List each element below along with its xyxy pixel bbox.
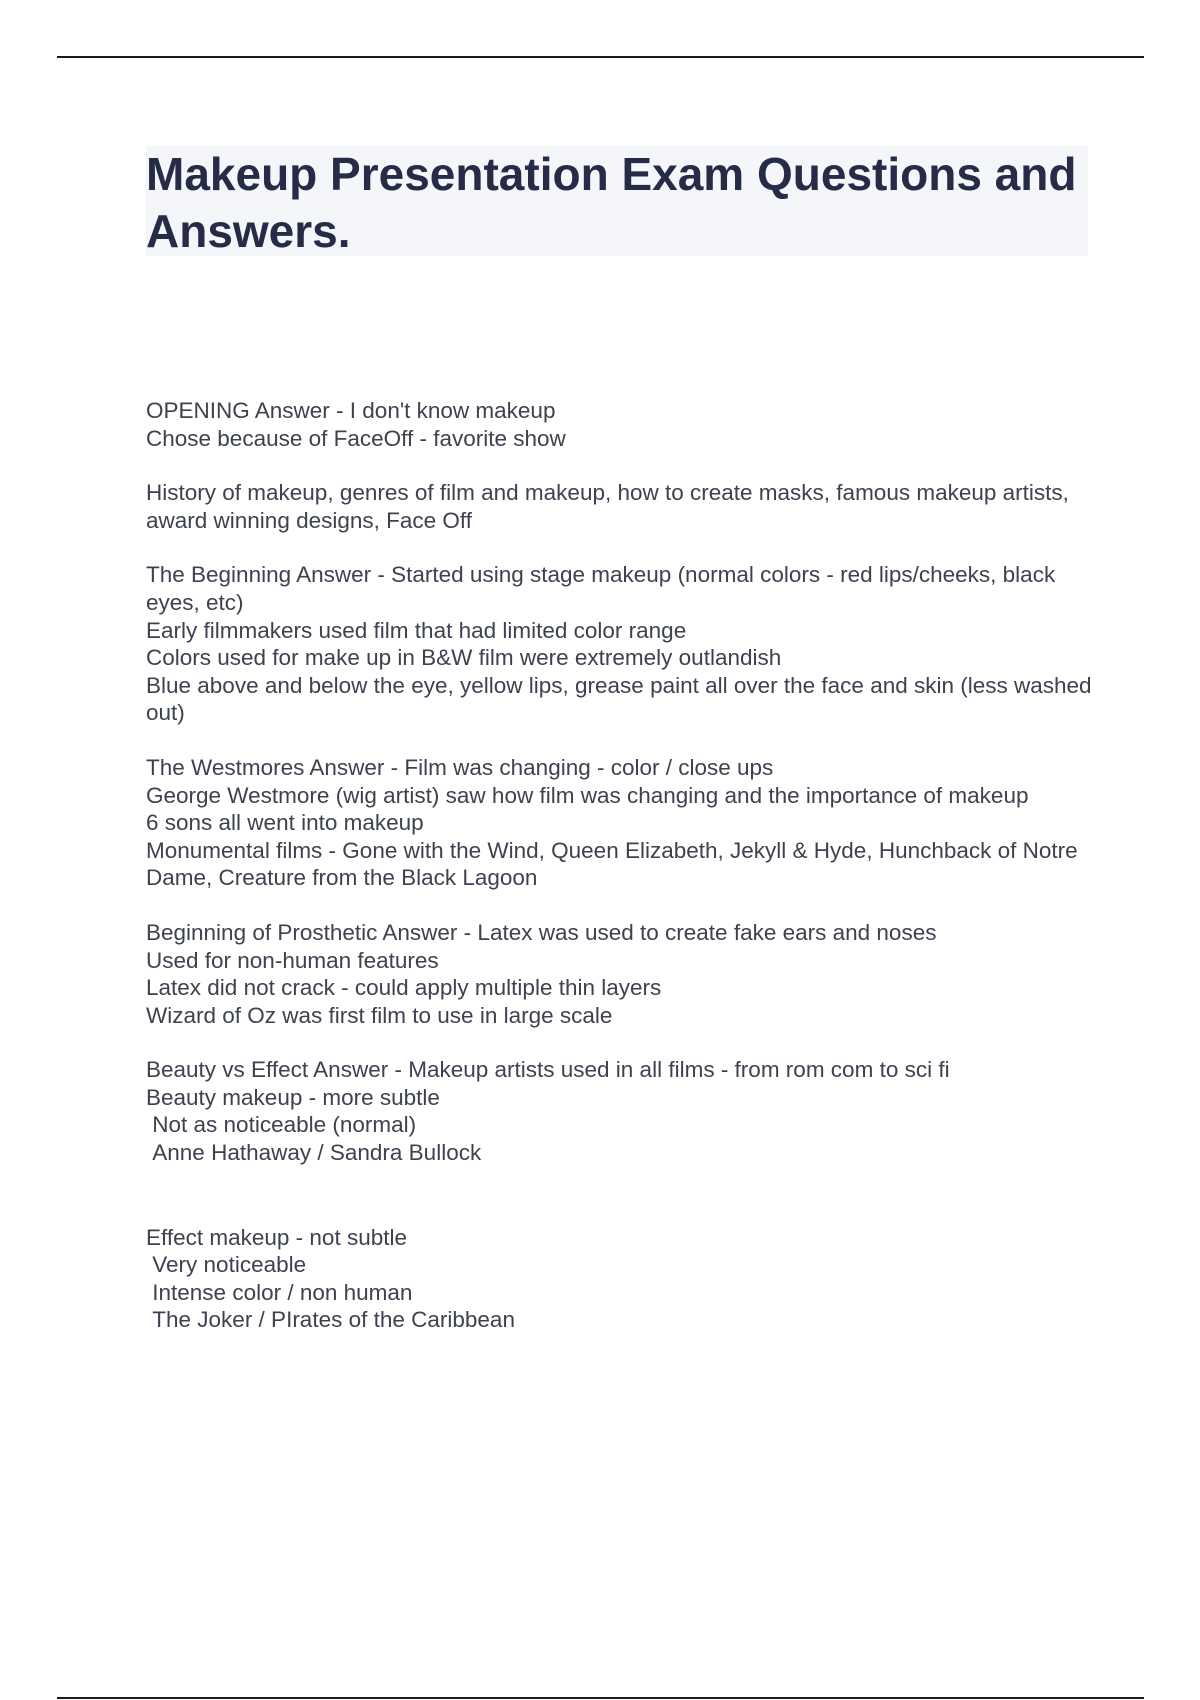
text-line: Latex did not crack - could apply multiple thin layers xyxy=(146,975,662,1001)
text-line: Beauty makeup - more subtle xyxy=(146,1084,440,1110)
top-rule xyxy=(57,56,1144,58)
text-line: Beauty vs Effect Answer - Makeup artists used in all films - from rom com to sci fi xyxy=(146,1057,950,1083)
text-line: Anne Hathaway / Sandra Bullock xyxy=(146,1140,482,1166)
text-line: The Westmores Answer - Film was changing - color / close ups xyxy=(146,754,774,780)
text-line: George Westmore (wig artist) saw how film was changing and the importance of makeup xyxy=(146,782,1029,808)
text-line: Blue above and below the eye, yellow lips, grease paint all over the face and skin (less washed out) xyxy=(146,672,1098,726)
qa-block-opening xyxy=(146,397,1106,452)
text-line: Effect makeup - not subtle xyxy=(146,1224,407,1250)
text-line: Monumental films - Gone with the Wind, Queen Elizabeth, Jekyll & Hyde, Hunchback of Notre Dame, Creature from the Black Lagoon xyxy=(146,837,1084,891)
qa-block-westmores xyxy=(146,754,1106,892)
text-line: The Joker / PIrates of the Caribbean xyxy=(146,1307,515,1333)
text-line: Wizard of Oz was first film to use in large scale xyxy=(146,1002,613,1028)
text-line: History of makeup, genres of film and makeup, how to create masks, famous makeup artists, award winning designs, Face Off xyxy=(146,480,1076,533)
text-line: Not as noticeable (normal) xyxy=(146,1112,417,1138)
text-line: Beginning of Prosthetic Answer - Latex was used to create fake ears and noses xyxy=(146,919,937,945)
text-line: 6 sons all went into makeup xyxy=(146,810,424,836)
qa-block-beginning xyxy=(146,561,1106,727)
qa-block-prosthetic xyxy=(146,919,1106,1029)
text-line: Used for non-human features xyxy=(146,947,439,973)
document-title: Makeup Presentation Exam Questions and Answers. xyxy=(146,148,1077,257)
qa-block-effect-makeup xyxy=(146,1224,1106,1334)
title-box xyxy=(146,146,1088,256)
document-body xyxy=(146,397,1106,1361)
text-line: Chose because of FaceOff - favorite show xyxy=(146,425,566,451)
bottom-rule xyxy=(57,1697,1144,1699)
text-line: Very noticeable xyxy=(146,1252,307,1278)
text-line: Intense color / non human xyxy=(146,1279,413,1305)
text-line: The Beginning Answer - Started using stage makeup (normal colors - red lips/cheeks, black eyes, etc) xyxy=(146,562,1062,615)
qa-block-beauty-vs-effect xyxy=(146,1056,1106,1166)
text-line: Early filmmakers used film that had limited color range xyxy=(146,617,687,643)
text-line: Colors used for make up in B&W film were extremely outlandish xyxy=(146,645,782,671)
qa-block-topics xyxy=(146,479,1106,534)
text-line: OPENING Answer - I don't know makeup xyxy=(146,398,556,423)
